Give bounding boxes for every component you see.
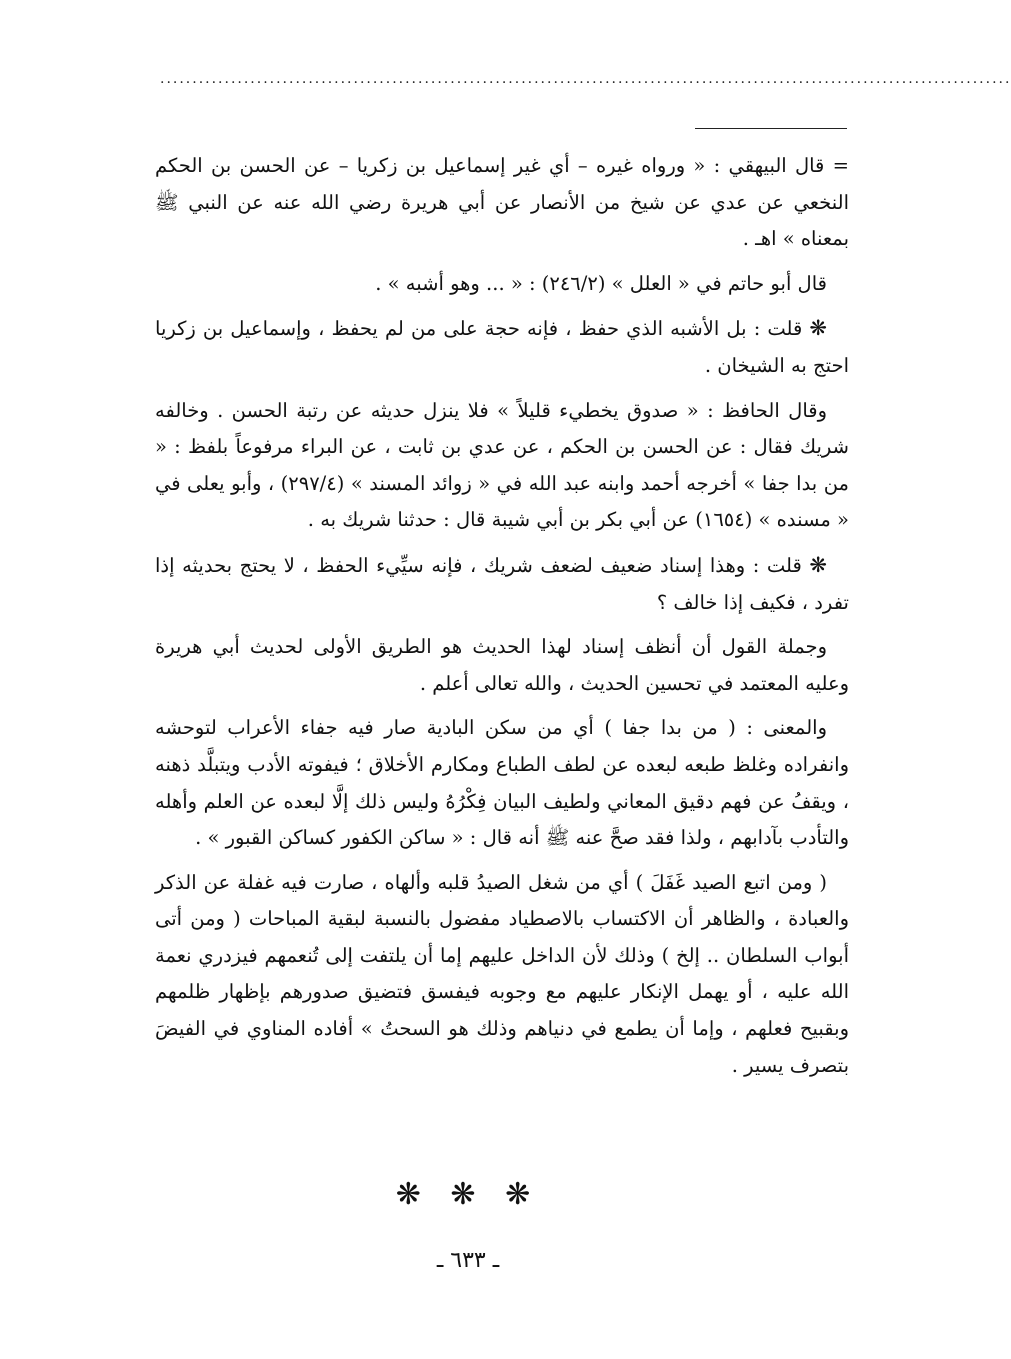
section-divider-stars: ❋ ❋ ❋ <box>395 1177 541 1212</box>
paragraph-qultu-1 <box>155 310 849 384</box>
footnote-separator <box>695 128 847 129</box>
star-marker: ❋ <box>809 316 827 341</box>
paragraph-bayhaqi: = قال البيهقي : « ورواه غيره – أي غير إسماعيل بن زكريا – عن الحسن بن الحكم النخعي عن عدي عن شيخ من الأنصار عن أبي هريرة رضي الله عنه عن النبي ﷺ بمعناه » اهـ . <box>155 154 849 251</box>
paragraph-qultu-1-text: قلت : بل الأشبه الذي حفظ ، فإنه حجة على من لم يحفظ ، وإسماعيل بن زكريا احتج به الشيخان . <box>155 317 849 377</box>
body-text <box>155 148 849 1084</box>
paragraph-hunting: ( ومن اتبع الصيد غَفَلَ ) أي من شغل الصيدُ قلبه وألهاه ، صارت فيه غفلة عن الذكر والعبادة ، والظاهر أن الاكتساب بالاصطياد مفضول بالنسبة لبقية المباحات ( ومن أتى أبواب السلطان .. إلخ ) وذلك لأن الداخل عليهم إما أن يلتفت إلى تُنعمهم فيزدري نعمة الله عليه ، أو يهمل الإنكار عليهم مع وجوبه فيفسق فتضيق صدورهم بإظهار ظلمهم وبقبيح فعلهم ، وإما أن يطمع في دنياهم وذلك هو السحتُ » أفاده المناوي في الفيضَ بتصرف يسير . <box>155 870 849 1077</box>
paragraph-abu-hatim: قال أبو حاتم في « العلل » (٢٤٦/٢) : « ... وهو أشبه » . <box>375 271 827 295</box>
paragraph-conclusion: وجملة القول أن أنظف إسناد لهذا الحديث هو الطريق الأولى لحديث أبي هريرة وعليه المعتمد في تحسين الحديث ، والله تعالى أعلم . <box>155 635 849 695</box>
page-number: ـ ٦٣٣ ـ <box>436 1248 500 1273</box>
paragraph-qultu-2 <box>155 547 849 621</box>
header-dotted-line: .................................................................................................................................... <box>160 71 1011 87</box>
paragraph-meaning: والمعنى : ( من بدا جفا ) أي من سكن البادية صار فيه جفاء الأعراب لتوحشه وانفراده وغلظ طبعه لبعده عن لطف الطباع ومكارم الأخلاق ؛ فيفوته الأدب ويتبلَّد ذهنه ، ويقفُ عن فهم دقيق المعاني ولطيف البيان فِكْرُهُ وليس ذلك إلَّا لبعده عن العلم وأهله والتأدب بآدابهم ، ولذا فقد صحَّ عنه ﷺ أنه قال : « ساكن الكفور كساكن القبور » . <box>155 716 849 850</box>
paragraph-hafiz: وقال الحافظ : « صدوق يخطيء قليلاً » فلا ينزل حديثه عن رتبة الحسن . وخالفه شريك فقال : عن الحسن بن الحكم ، عن عدي بن ثابت ، عن البراء مرفوعاً بلفظ : « من بدا جفا » أخرجه أحمد وابنه عبد الله في « زوائد المسند » (٢٩٧/٤) ، وأبو يعلى في « مسنده » (١٦٥٤) عن أبي بكر بن أبي شيبة قال : حدثنا شريك به . <box>155 398 850 532</box>
paragraph-qultu-2-text: قلت : وهذا إسناد ضعيف لضعف شريك ، فإنه سيِّيء الحفظ ، لا يحتج بحديثه إذا تفرد ، فكيف إذا خالف ؟ <box>155 553 849 614</box>
star-marker: ❋ <box>809 552 827 577</box>
